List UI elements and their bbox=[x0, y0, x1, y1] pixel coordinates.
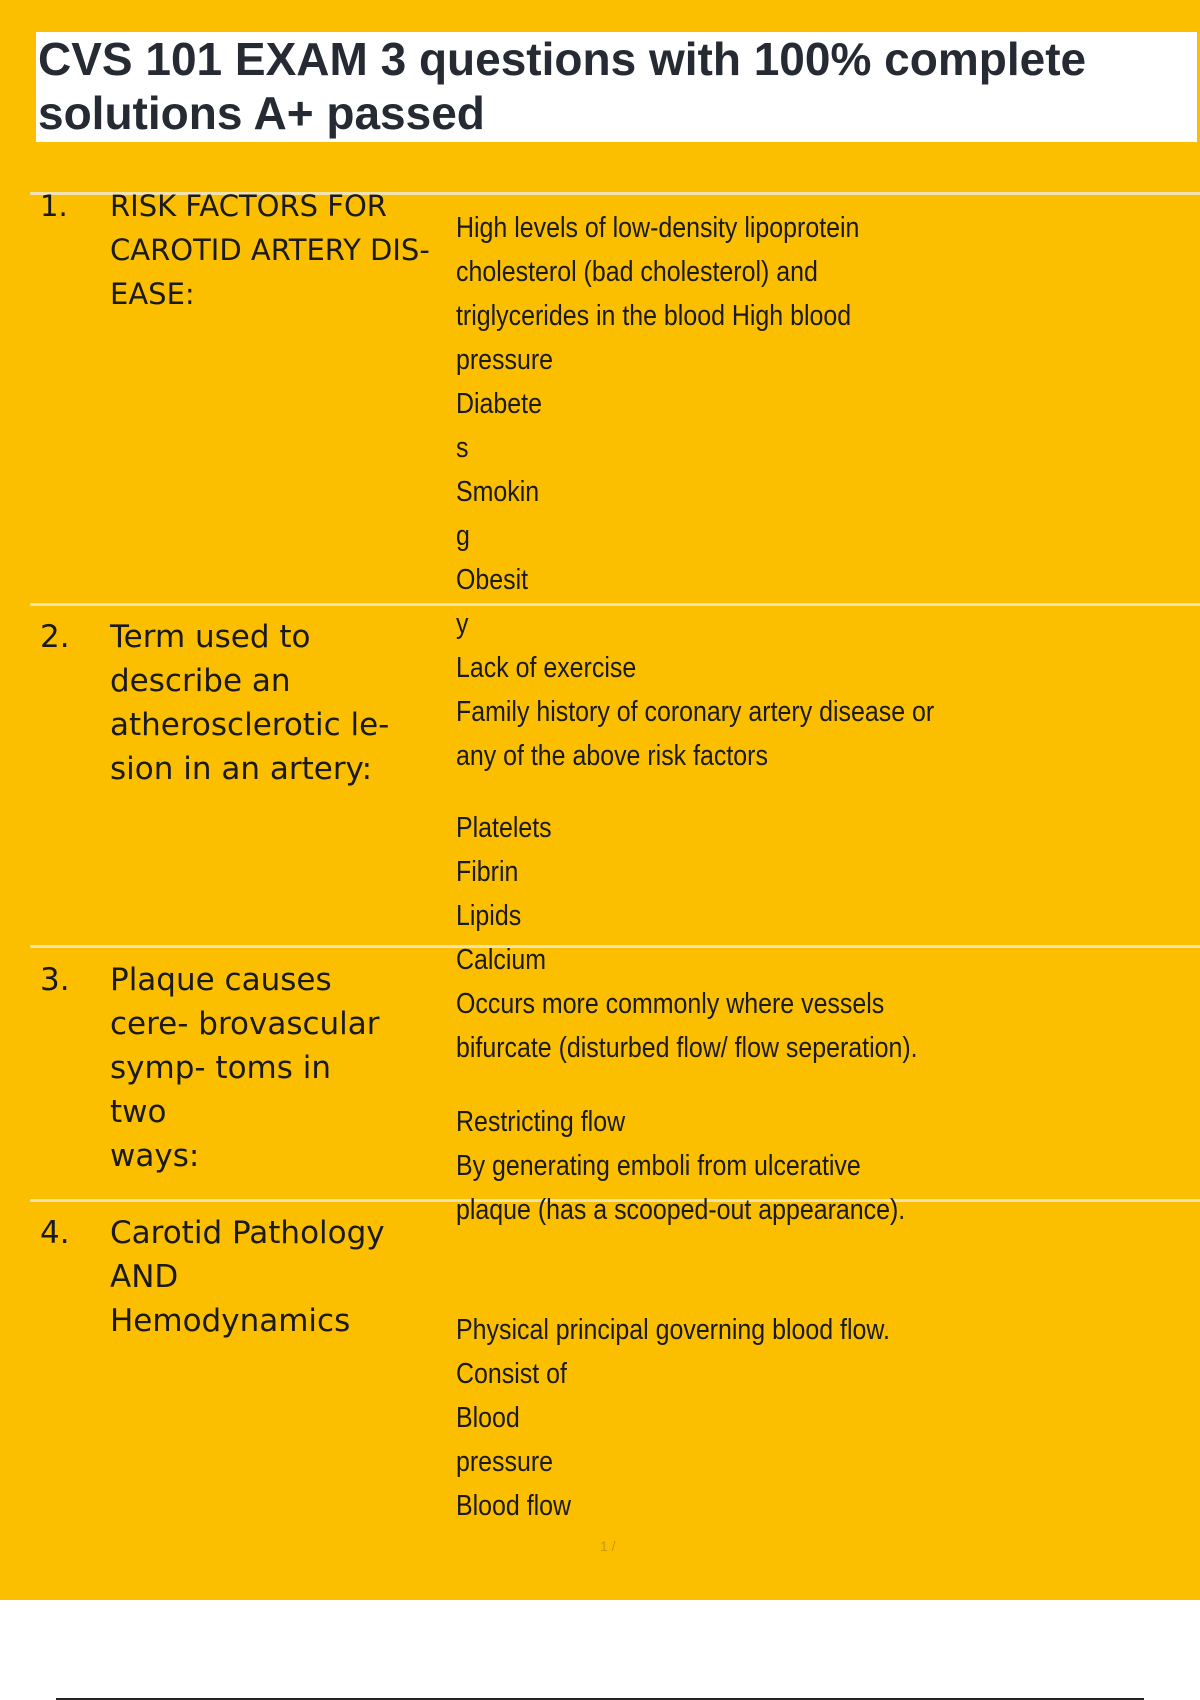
answer-line: any of the above risk factors bbox=[456, 740, 768, 772]
answer-line: Blood flow bbox=[456, 1490, 572, 1522]
question-text bbox=[110, 184, 450, 316]
question-1 bbox=[0, 184, 460, 324]
answer-line: By generating emboli from ulcerative bbox=[456, 1150, 861, 1182]
question-line: CAROTID ARTERY DIS- bbox=[110, 233, 430, 267]
question-line: symp- toms in bbox=[110, 1050, 331, 1086]
answer-line: pressure bbox=[456, 1446, 554, 1478]
answer-line: Occurs more commonly where vessels bbox=[456, 988, 885, 1020]
answer-line: g bbox=[456, 520, 470, 552]
answer-line: s bbox=[456, 432, 469, 464]
answer-line: Consist of bbox=[456, 1358, 567, 1390]
answer-line: Platelets bbox=[456, 812, 552, 844]
page-number: 1 / bbox=[600, 1538, 616, 1554]
question-line: Term used to bbox=[110, 619, 311, 655]
question-line: RISK FACTORS FOR bbox=[110, 189, 387, 223]
question-line: describe an bbox=[110, 663, 291, 699]
answer-line: Lack of exercise bbox=[456, 652, 637, 684]
answer-block-3 bbox=[456, 1100, 1075, 1232]
question-line: two bbox=[110, 1094, 167, 1130]
question-line: AND bbox=[110, 1259, 179, 1295]
question-number: 1. bbox=[40, 189, 68, 223]
answer-block-1 bbox=[456, 206, 1075, 778]
answer-line: plaque (has a scooped-out appearance). bbox=[456, 1194, 906, 1226]
question-line: Plaque causes bbox=[110, 962, 332, 998]
answer-line: triglycerides in the blood High blood bbox=[456, 300, 852, 332]
question-number: 3. bbox=[40, 962, 70, 998]
document-title: CVS 101 EXAM 3 questions with 100% complete solutions A+ passed bbox=[38, 33, 1087, 139]
question-line: Hemodynamics bbox=[110, 1303, 351, 1339]
answer-line: Blood bbox=[456, 1402, 520, 1434]
question-line: cere- brovascular bbox=[110, 1006, 380, 1042]
answer-line: Lipids bbox=[456, 900, 522, 932]
answer-line: Restricting flow bbox=[456, 1106, 626, 1138]
answer-block-2 bbox=[456, 806, 1075, 1070]
question-line: ways: bbox=[110, 1138, 200, 1174]
question-line: atherosclerotic le- bbox=[110, 707, 390, 743]
answer-line: bifurcate (disturbed flow/ flow seperation). bbox=[456, 1032, 918, 1064]
question-number: 2. bbox=[40, 619, 70, 655]
answer-line: Diabete bbox=[456, 388, 542, 420]
answer-line: pressure bbox=[456, 344, 554, 376]
question-text bbox=[110, 615, 450, 791]
answer-line: High levels of low-density lipoprotein bbox=[456, 212, 860, 244]
question-2 bbox=[0, 615, 460, 795]
answer-line: Smokin bbox=[456, 476, 540, 508]
question-text bbox=[110, 958, 450, 1178]
question-number: 4. bbox=[40, 1215, 70, 1251]
question-4 bbox=[0, 1211, 460, 1351]
answer-block-4 bbox=[456, 1308, 1075, 1528]
answer-line: y bbox=[456, 608, 469, 640]
answer-line: Physical principal governing blood flow. bbox=[456, 1314, 890, 1346]
question-line: sion in an artery: bbox=[110, 751, 373, 787]
question-3 bbox=[0, 958, 460, 1182]
question-line: Carotid Pathology bbox=[110, 1215, 385, 1251]
answer-line: Fibrin bbox=[456, 856, 519, 888]
question-line: EASE: bbox=[110, 277, 195, 311]
answer-line: Calcium bbox=[456, 944, 547, 976]
question-text bbox=[110, 1211, 450, 1343]
answer-line: Family history of coronary artery disease or bbox=[456, 696, 935, 728]
answer-line: Obesit bbox=[456, 564, 529, 596]
answer-line: cholesterol (bad cholesterol) and bbox=[456, 256, 818, 288]
